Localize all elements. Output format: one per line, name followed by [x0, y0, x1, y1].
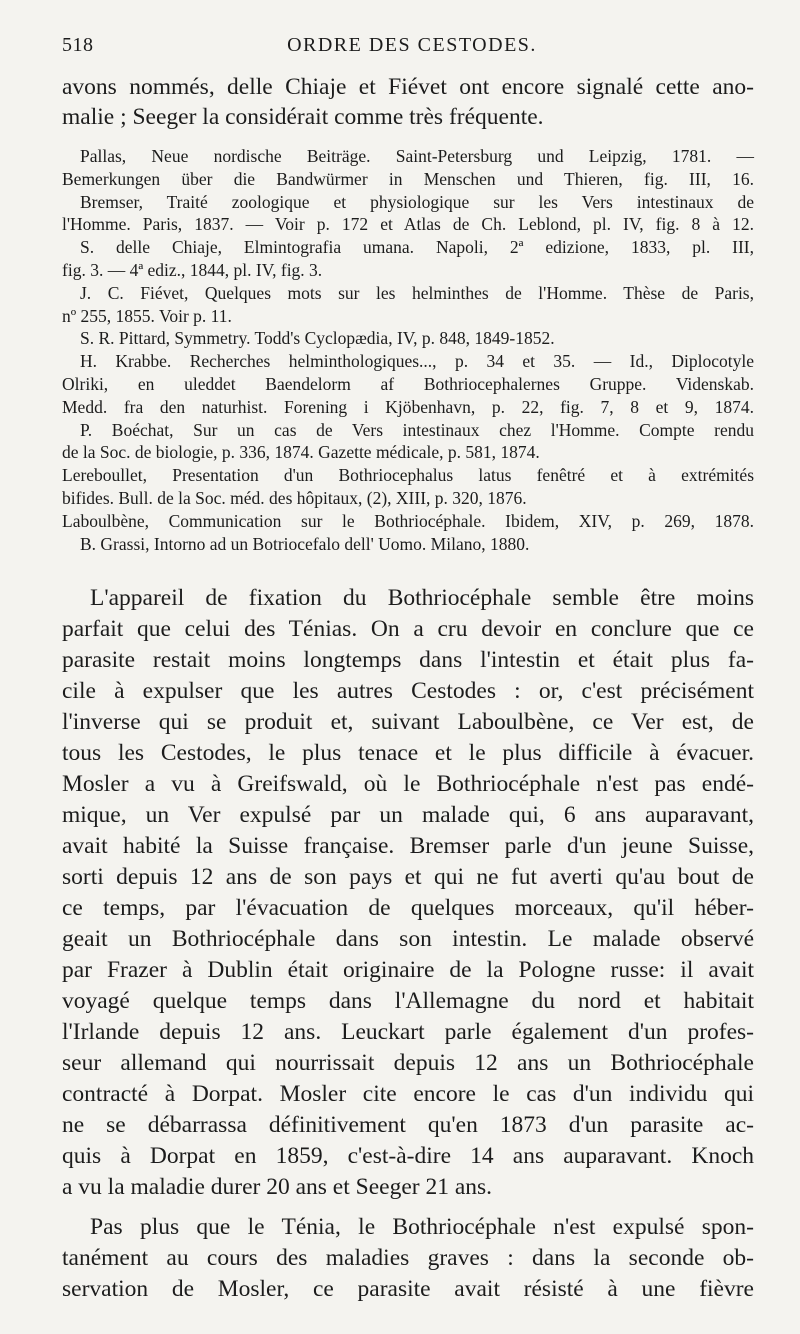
text-line: quis à Dorpat en 1859, c'est-à-dire 14 ans auparavant. Knoch — [62, 1143, 754, 1169]
reference-line: S. delle Chiaje, Elmintografia umana. Napoli, 2ª edizione, 1833, pl. III, — [80, 237, 754, 258]
text-line: tanément au cours des maladies graves : dans la seconde ob- — [62, 1245, 754, 1271]
text-line: servation de Mosler, ce parasite avait résisté à une fièvre — [62, 1276, 754, 1302]
reference-line: nº 255, 1855. Voir p. 11. — [62, 305, 232, 326]
reference-line: Pallas, Neue nordische Beiträge. Saint-Petersburg und Leipzig, 1781. — — [80, 146, 754, 166]
reference-line: fig. 3. — 4ª ediz., 1844, pl. IV, fig. 3. — [62, 259, 323, 280]
text-line: malie ; Seeger la considérait comme très fréquente. — [62, 104, 544, 130]
text-line: geait un Bothriocéphale dans son intestin. Le malade observé — [62, 926, 754, 952]
text-line: avait habité la Suisse française. Bremser parle d'un jeune Suisse, — [62, 833, 754, 859]
reference-line: Bemerkungen über die Bandwürmer in Menschen und Thieren, fig. III, 16. — [62, 168, 754, 189]
reference-line: Olriki, en uleddet Baendelorm af Bothriocephalernes Gruppe. Videnskab. — [62, 373, 754, 394]
reference-line: J. C. Fiévet, Quelques mots sur les helminthes de l'Homme. Thèse de Paris, — [80, 282, 754, 303]
text-line: l'inverse qui se produit et, suivant Laboulbène, ce Ver est, de — [62, 709, 754, 735]
reference-line: de la Soc. de biologie, p. 336, 1874. Gazette médicale, p. 581, 1874. — [62, 442, 540, 463]
text-line: ne se débarrassa définitivement qu'en 1873 d'un parasite ac- — [62, 1112, 754, 1138]
text-line: Pas plus que le Ténia, le Bothriocéphale n'est expulsé spon- — [90, 1214, 754, 1240]
page-header — [62, 34, 762, 62]
reference-line: H. Krabbe. Recherches helminthologiques..., p. 34 et 35. — Id., Diplocotyle — [80, 351, 754, 372]
text-line: contracté à Dorpat. Mosler cite encore le cas d'un individu qui — [62, 1081, 754, 1107]
text-line: sorti depuis 12 ans de son pays et qui ne fut averti qu'au bout de — [62, 864, 754, 890]
text-line: avons nommés, delle Chiaje et Fiévet ont encore signalé cette ano- — [62, 74, 754, 100]
reference-line: S. R. Pittard, Symmetry. Todd's Cyclopædia, IV, p. 848, 1849-1852. — [80, 328, 555, 349]
reference-line: P. Boéchat, Sur un cas de Vers intestinaux chez l'Homme. Compte rendu — [80, 419, 754, 440]
reference-line: l'Homme. Paris, 1837. — Voir p. 172 et Atlas de Ch. Leblond, pl. IV, fig. 8 à 12. — [62, 214, 754, 235]
body-paragraph-1 — [62, 583, 754, 1203]
body-paragraph-2 — [62, 1212, 754, 1305]
reference-line: Medd. fra den naturhist. Forening i Kjöbenhavn, p. 22, fig. 7, 8 et 9, 1874. — [62, 396, 754, 417]
intro-paragraph — [62, 72, 754, 132]
text-line: voyagé quelque temps dans l'Allemagne du nord et habitait — [62, 988, 754, 1014]
text-line: parfait que celui des Ténias. On a cru devoir en conclure que ce — [62, 616, 754, 642]
page-number: 518 — [62, 34, 94, 56]
reference-line: Laboulbène, Communication sur le Bothriocéphale. Ibidem, XIV, p. 269, 1878. — [62, 510, 754, 531]
text-line: cile à expulser que les autres Cestodes : or, c'est précisément — [62, 678, 754, 704]
text-line: ce temps, par l'évacuation de quelques morceaux, qu'il héber- — [62, 895, 754, 921]
reference-line: Bremser, Traité zoologique et physiologique sur les Vers intestinaux de — [80, 191, 754, 212]
text-line: mique, un Ver expulsé par un malade qui, 6 ans auparavant, — [62, 802, 754, 828]
reference-line: Lereboullet, Presentation d'un Bothriocephalus latus fenêtré et à extrémités — [62, 465, 754, 486]
reference-line: bifides. Bull. de la Soc. méd. des hôpitaux, (2), XIII, p. 320, 1876. — [62, 487, 527, 508]
text-line: parasite restait moins longtemps dans l'intestin et était plus fa- — [62, 647, 754, 673]
running-title: ORDRE DES CESTODES. — [287, 34, 537, 56]
text-line: L'appareil de fixation du Bothriocéphale semble être moins — [90, 585, 754, 611]
text-line: l'Irlande depuis 12 ans. Leuckart parle également d'un profes- — [62, 1019, 754, 1045]
text-line: par Frazer à Dublin était originaire de la Pologne russe: il avait — [62, 957, 754, 983]
text-line: tous les Cestodes, le plus tenace et le plus difficile à évacuer. — [62, 740, 754, 766]
text-line: Mosler a vu à Greifswald, où le Bothriocéphale n'est pas endé- — [62, 771, 754, 797]
text-line: a vu la maladie durer 20 ans et Seeger 21 ans. — [62, 1174, 493, 1200]
bibliography — [62, 145, 754, 555]
reference-line: B. Grassi, Intorno ad un Botriocefalo dell' Uomo. Milano, 1880. — [80, 533, 530, 554]
text-line: seur allemand qui nourrissait depuis 12 ans un Bothriocéphale — [62, 1050, 754, 1076]
